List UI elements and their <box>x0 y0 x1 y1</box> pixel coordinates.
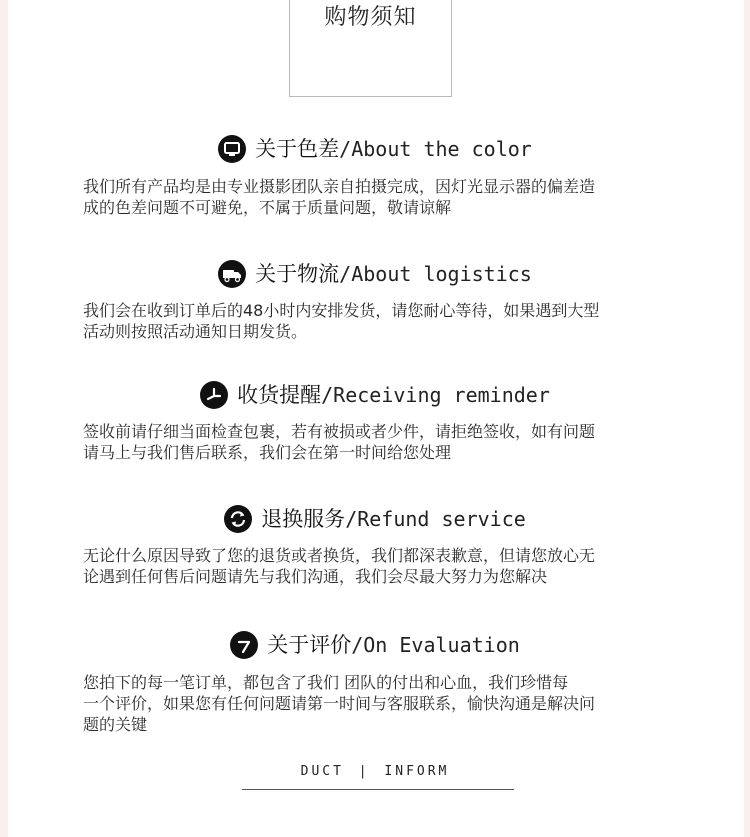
section-heading-evaluation <box>0 631 750 666</box>
section-title-en: /Refund service <box>345 507 526 531</box>
body-line: 您拍下的每一笔订单，都包含了我们 团队的付出和心血，我们珍惜每 <box>83 673 569 692</box>
section-title-cn: 退换服务 <box>261 507 346 531</box>
body-line: 我们会在收到订单后的48小时内安排发货，请您耐心等待，如果遇到大型 <box>83 301 600 320</box>
body-line: 请马上与我们售后联系，我们会在第一时间给您处理 <box>83 443 452 462</box>
page-title: 购物须知 <box>324 5 417 30</box>
title-box <box>289 0 452 97</box>
section-title-en: /On Evaluation <box>351 633 520 657</box>
section-body-logistics <box>83 300 683 342</box>
monitor-icon <box>218 135 246 163</box>
footer-divider <box>242 789 514 790</box>
section-body-receiving <box>83 421 683 463</box>
section-body-refund <box>83 545 683 587</box>
body-line: 签收前请仔细当面检查包裹，若有被损或者少件，请拒绝签收，如有问题 <box>83 422 596 441</box>
section-title-cn: 关于色差 <box>255 137 340 161</box>
section-title-cn: 收货提醒 <box>237 383 322 407</box>
body-line: 我们所有产品均是由专业摄影团队亲自拍摄完成，因灯光显示器的偏差造 <box>83 177 596 196</box>
footer-label: DUCT | INFORM <box>300 764 450 779</box>
section-heading-receiving <box>0 381 750 416</box>
body-line: 论遇到任何售后问题请先与我们沟通，我们会尽最大努力为您解决 <box>83 567 548 586</box>
section-body-evaluation <box>83 672 683 735</box>
section-heading-logistics <box>0 260 750 295</box>
body-line: 活动则按照活动通知日期发货。 <box>83 322 308 341</box>
section-title-en: /About logistics <box>339 262 532 286</box>
evaluation-icon <box>230 631 258 659</box>
clock-icon <box>200 381 228 409</box>
right-edge-strip <box>744 0 750 837</box>
section-title-cn: 关于物流 <box>255 262 340 286</box>
delivery-truck-icon <box>218 260 246 288</box>
section-body-color <box>83 176 683 218</box>
refresh-icon <box>224 505 252 533</box>
section-title-cn: 关于评价 <box>267 633 352 657</box>
section-heading-refund <box>0 505 750 540</box>
section-title-en: /About the color <box>339 137 532 161</box>
body-line: 题的关键 <box>83 715 148 734</box>
section-title-en: /Receiving reminder <box>321 383 550 407</box>
body-line: 无论什么原因导致了您的退货或者换货，我们都深表歉意，但请您放心无 <box>83 546 596 565</box>
body-line: 成的色差问题不可避免，不属于质量问题，敬请谅解 <box>83 198 452 217</box>
left-edge-strip <box>0 0 8 837</box>
body-line: 一个评价，如果您有任何问题请第一时间与客服联系，愉快沟通是解决问 <box>83 694 596 713</box>
section-heading-color <box>0 135 750 170</box>
